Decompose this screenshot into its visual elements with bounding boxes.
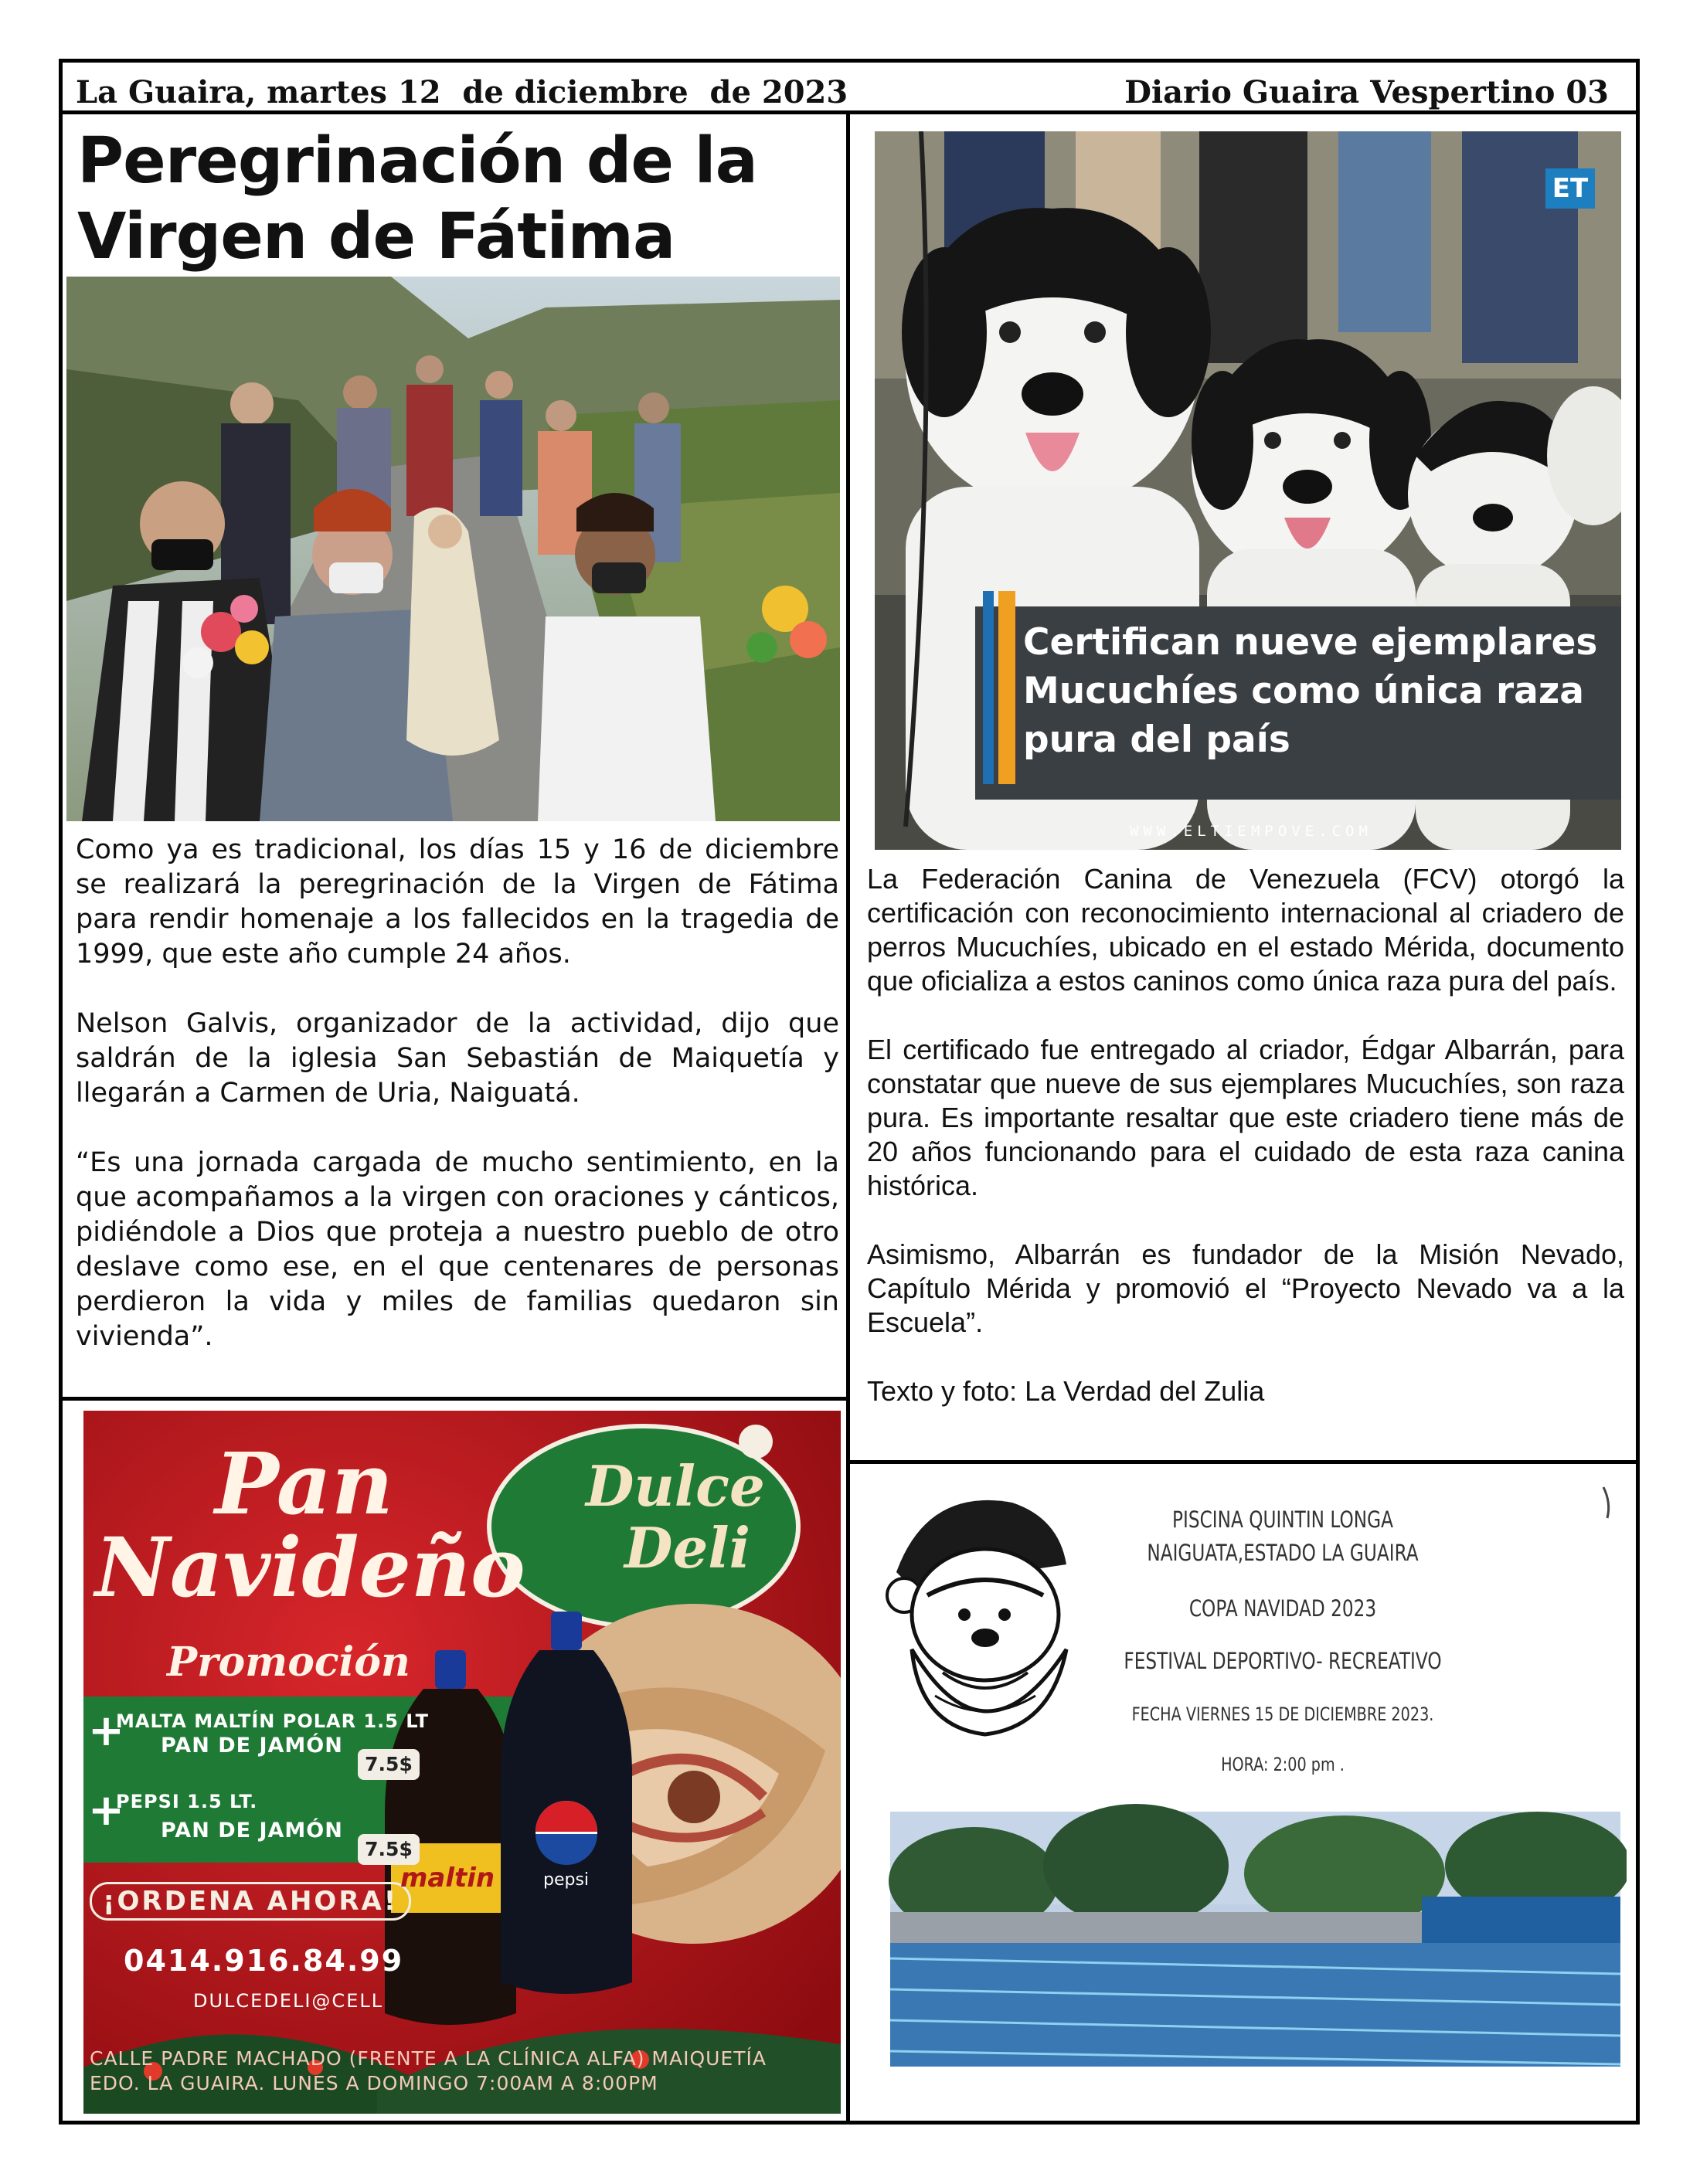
- ad-title-navideno: Navideño: [95, 1519, 525, 1615]
- article2-paragraph-1: La Federación Canina de Venezuela (FCV) otorgó la certificación con reconocimiento internacional al criadero de perros Mucuchíes, ubicado en el estado Mérida, documento que oficializa a estos caninos como única raza pura del país.: [867, 863, 1624, 997]
- promo-label: Promoción: [167, 1639, 410, 1686]
- plus-icon-2: +: [88, 1785, 124, 1836]
- maltin-label: maltin: [400, 1863, 495, 1894]
- article1-paragraph-2: Nelson Galvis, organizador de la actividad, dijo que saldrán de la iglesia San Sebastián de Maiquetía y llegarán a Carmen de Uria, Naiguatá.: [76, 1008, 839, 1109]
- event-line-2: NAIGUATA,ESTADO LA GUAIRA: [1147, 1540, 1419, 1566]
- plus-icon-1: +: [88, 1706, 124, 1756]
- article2-credit: Texto y foto: La Verdad del Zulia: [867, 1375, 1265, 1407]
- event-line-1: PISCINA QUINTIN LONGA: [1172, 1506, 1393, 1533]
- caption-accent-orange: [998, 591, 1015, 784]
- promo-item1-line2: PAN DE JAMÓN: [161, 1734, 343, 1758]
- pepsi-label: pepsi: [543, 1870, 590, 1890]
- paper-name: Diario Guaira Vespertino 03: [1124, 74, 1609, 110]
- dogs-photo: [875, 131, 1621, 850]
- event-line-5: FECHA VIERNES 15 DE DICIEMBRE 2023.: [1131, 1703, 1434, 1725]
- ad-address-1: CALLE PADRE MACHADO (FRENTE A LA CLÍNICA ALFA) MAIQUETÍA: [90, 2047, 767, 2070]
- brand-dulce: Dulce: [586, 1453, 765, 1519]
- promo-item2-line1: PEPSI 1.5 LT.: [116, 1791, 258, 1812]
- promo-item1-price: 7.5$: [358, 1749, 420, 1780]
- article1-title: Peregrinación de la Virgen de Fátima: [77, 124, 757, 273]
- right-section-divider: [846, 1460, 1640, 1464]
- event-line-4: FESTIVAL DEPORTIVO- RECREATIVO: [1124, 1648, 1442, 1674]
- article1-paragraph-3: “Es una jornada cargada de mucho sentimiento, en la que acompañamos a la virgen con oraciones y cánticos, pidiéndole a Dios que proteja a nuestro pueblo de otro deslave como ese, en el que centenares de personas perdieron la vida y miles de familias quedaron sin vivienda”.: [76, 1147, 839, 1352]
- ad-address-2: EDO. LA GUAIRA. LUNES A DOMINGO 7:00AM A 8:00PM: [90, 2072, 658, 2094]
- caption-accent-blue: [983, 591, 994, 784]
- procession-photo: [66, 277, 840, 821]
- pool-photo: [889, 1804, 1627, 2067]
- dogs-photo-url: WWW.ELTIEMPOVE.COM: [1130, 823, 1372, 840]
- ad-handle: DULCEDELI@CELL: [193, 1990, 384, 2012]
- event-illustration: [881, 1479, 1627, 2074]
- article2-paragraph-2: El certificado fue entregado al criador, Édgar Albarrán, para constatar que nueve de sus ejemplares Mucuchíes, son raza pura. Es importante resaltar que este criadero tiene más de 20 años funcionando para el cuidado de esta raza canina histórica.: [867, 1034, 1624, 1201]
- procession-illustration: [66, 277, 840, 821]
- dogs-photo-caption: Certifican nueve ejemplares Mucuchíes como única raza pura del país: [1023, 621, 1598, 761]
- left-section-divider: [59, 1397, 850, 1401]
- article2-body: [867, 862, 1624, 1443]
- order-now-button: ¡ORDENA AHORA!: [90, 1882, 411, 1921]
- column-divider: [846, 110, 850, 2125]
- ad-phone: 0414.916.84.99: [124, 1944, 404, 1978]
- promo-item2-price: 7.5$: [358, 1834, 420, 1865]
- event-poster: [881, 1479, 1627, 2074]
- dateline: La Guaira, martes 12 de diciembre de 2023: [76, 74, 848, 110]
- article1-body: [76, 833, 839, 1389]
- event-line-6: HORA: 2:00 pm .: [1221, 1754, 1345, 1775]
- article2-paragraph-3: Asimismo, Albarrán es fundador de la Misión Nevado, Capítulo Mérida y promovió el “Proyecto Nevado va a la Escuela”.: [867, 1238, 1624, 1338]
- brand-deli: Deli: [624, 1515, 750, 1581]
- event-line-3: COPA NAVIDAD 2023: [1188, 1595, 1377, 1622]
- article1-paragraph-1: Como ya es tradicional, los días 15 y 16 de diciembre se realizará la peregrinación de la Virgen de Fátima para rendir homenaje a los fallecidos en la tragedia de 1999, que este año cumple 24 años.: [76, 834, 839, 970]
- santa-icon: [887, 1500, 1066, 1734]
- pan-navideno-ad: [83, 1411, 841, 2114]
- et-logo: ET: [1545, 168, 1595, 209]
- promo-item1-line1: MALTA MALTÍN POLAR 1.5 LT: [116, 1710, 429, 1732]
- promo-item2-line2: PAN DE JAMÓN: [161, 1819, 343, 1843]
- ad-title-pan: Pan: [215, 1434, 394, 1534]
